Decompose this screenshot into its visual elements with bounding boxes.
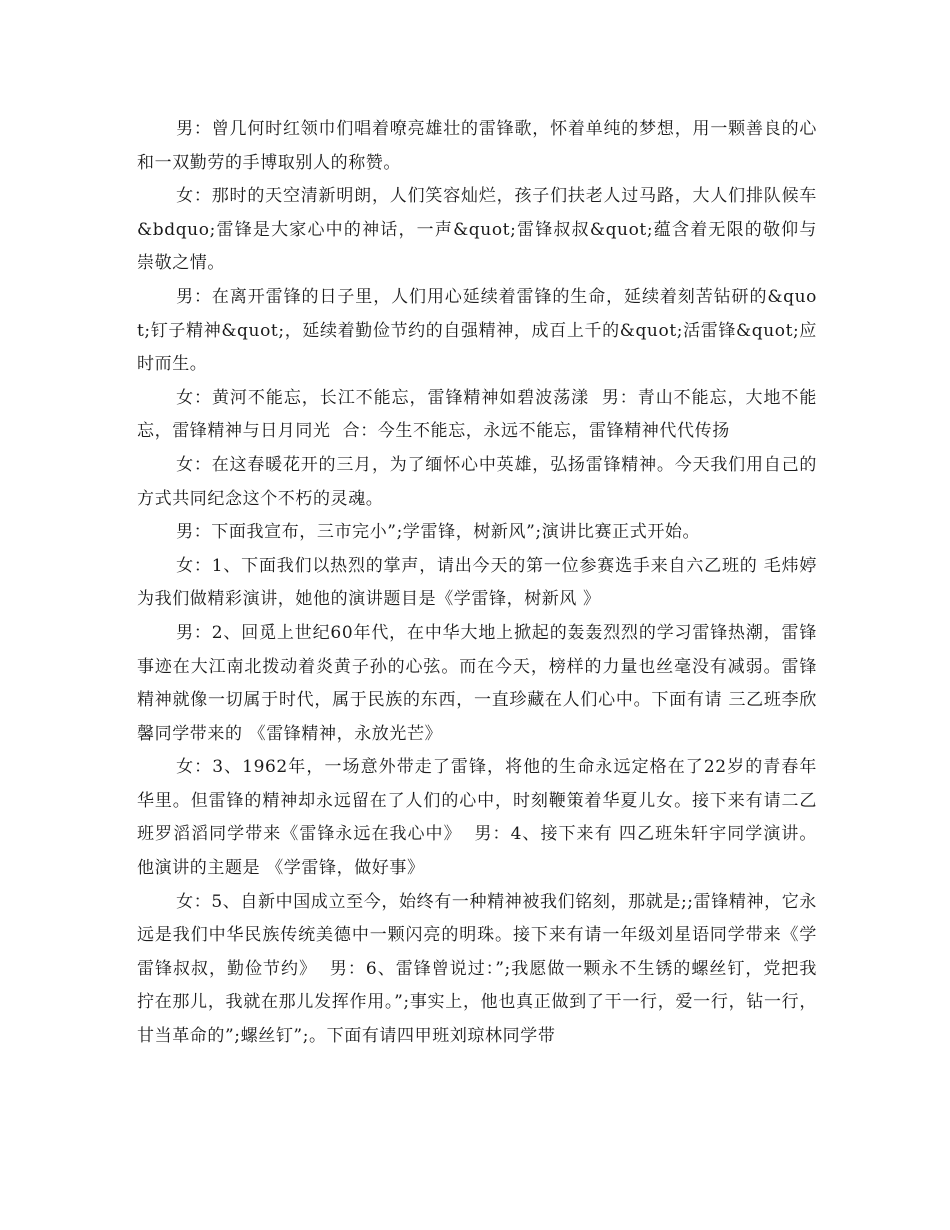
paragraph: 女：黄河不能忘，长江不能忘，雷锋精神如碧波荡漾 男：青山不能忘，大地不能忘，雷锋精神与日月同光 合：今生不能忘，永远不能忘，雷锋精神代代传扬: [137, 387, 817, 442]
paragraph: 女：5、自新中国成立至今，始终有一种精神被我们铭刻，那就是;;雷锋精神，它永远是我们中华民族传统美德中一颗闪亮的明珠。接下来有请一年级刘星语同学带来《学雷锋叔叔，勤俭节约》 男：6、雷锋曾说过：”;我愿做一颗永不生锈的螺丝钉，党把我拧在那儿，我就在那儿发挥作用。”;事实上，他也真正做到了干一行，爱一行，钻一行，甘当革命的”;螺丝钉”;。下面有请四甲班刘琼林同学带: [137, 891, 817, 1047]
paragraph: 男：曾几何时红领巾们唱着嘹亮雄壮的雷锋歌，怀着单纯的梦想，用一颗善良的心和一双勤劳的手博取别人的称赞。: [137, 119, 817, 173]
paragraph: 女：1、下面我们以热烈的掌声，请出今天的第一位参赛选手来自六乙班的 毛炜婷 为我们做精彩演讲，她他的演讲题目是《学雷锋，树新风 》: [137, 555, 824, 610]
paragraph: 男：下面我宣布，三市完小”;学雷锋，树新风”;演讲比赛正式开始。: [176, 522, 701, 543]
paragraph: 男：在离开雷锋的日子里，人们用心延续着雷锋的生命，延续着刻苦钻研的&quot;钉子精神&quot;，延续着勤俭节约的自强精神，成百上千的&quot;活雷锋&quot;应时而生。: [137, 286, 817, 375]
paragraph: 女：在这春暖花开的三月，为了缅怀心中英雄，弘扬雷锋精神。今天我们用自己的方式共同纪念这个不朽的灵魂。: [137, 454, 817, 509]
paragraph: 女：那时的天空清新明朗，人们笑容灿烂，孩子们扶老人过马路，大人们排队候车&bdquo;雷锋是大家心中的神话，一声&quot;雷锋叔叔&quot;蕴含着无限的敬仰与崇敬之情。: [137, 186, 817, 274]
paragraph: 男：2、回觅上世纪60年代，在中华大地上掀起的轰轰烈烈的学习雷锋热潮，雷锋事迹在大江南北拨动着炎黄子孙的心弦。而在今天，榜样的力量也丝毫没有减弱。雷锋精神就像一切属于时代，属于民族的东西，一直珍藏在人们心中。下面有请 三乙班李欣馨同学带来的 《雷锋精神，永放光芒》: [137, 622, 817, 744]
paragraph: 女：3、1962年，一场意外带走了雷锋，将他的生命永远定格在了22岁的青春年华里。但雷锋的精神却永远留在了人们的心中，时刻鞭策着华夏儿女。接下来有请二乙班罗滔滔同学带来《雷锋永远在我心中》 男：4、接下来有 四乙班朱轩宇同学演讲。他演讲的主题是 《学雷锋，做好事》: [137, 757, 817, 879]
document-body: [137, 113, 824, 1054]
